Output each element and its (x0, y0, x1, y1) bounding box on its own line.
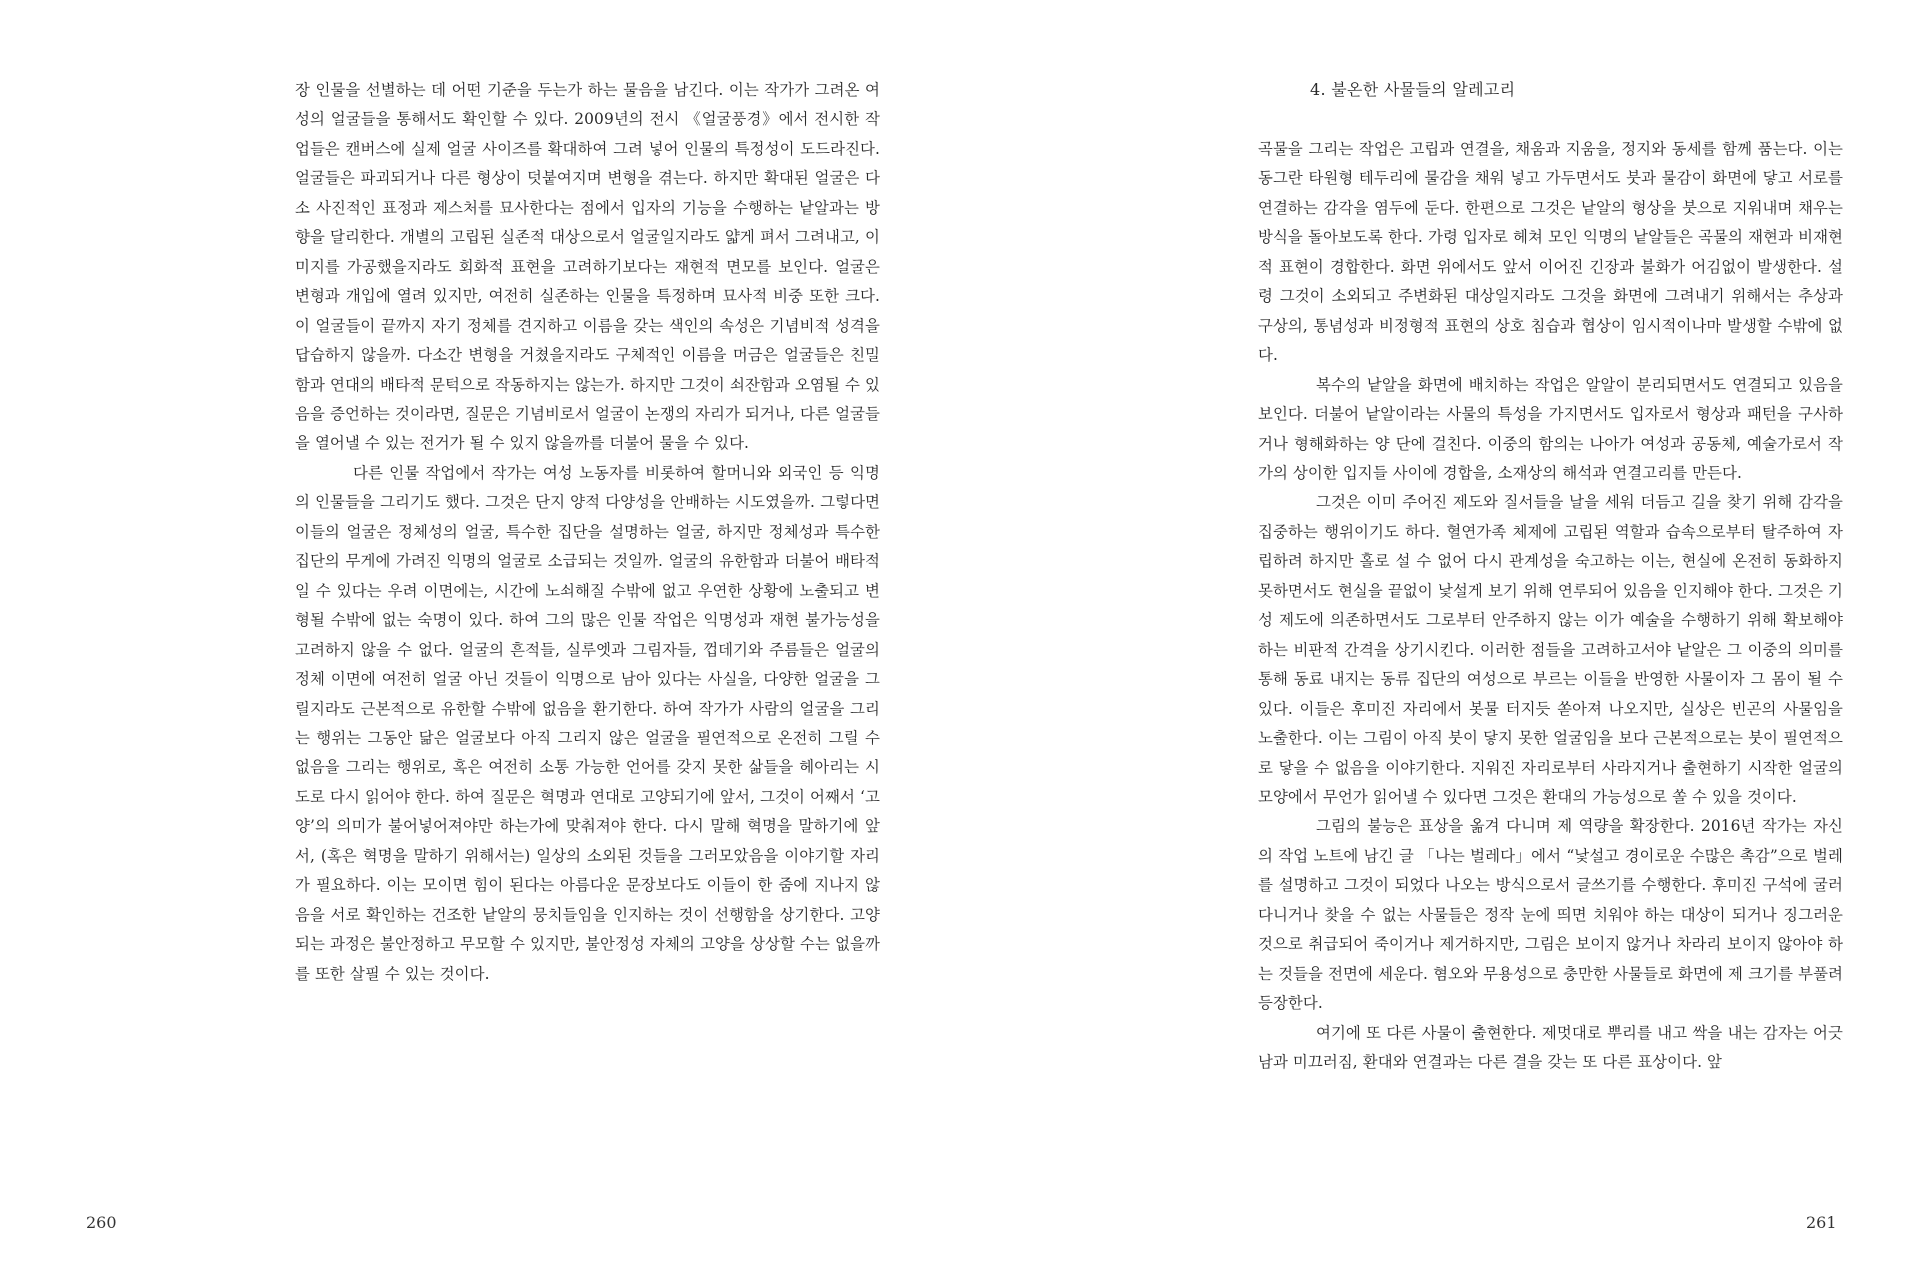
paragraph: 여기에 또 다른 사물이 출현한다. 제멋대로 뿌리를 내고 싹을 내는 감자는 어긋남과 미끄러짐, 환대와 연결과는 다른 결을 갖는 또 다른 표상이다. 앞 (1258, 1023, 1843, 1072)
paragraph: 다른 인물 작업에서 작가는 여성 노동자를 비롯하여 할머니와 외국인 등 익명의 인물들을 그리기도 했다. 그것은 단지 양적 다양성을 안배하는 시도였을까. 그렇다면 이들의 얼굴은 정체성의 얼굴, 특수한 집단을 설명하는 얼굴, 하지만 정체성과 특수한 집단의 무게에 가려진 익명의 얼굴로 소급되는 것일까. 얼굴의 유한함과 더불어 배타적일 수 있다는 우려 이면에는, 시간에 노쇠해질 수밖에 없고 우연한 상황에 노출되고 변형될 수밖에 없는 숙명이 있다. 하여 그의 많은 인물 작업은 익명성과 재현 불가능성을 고려하지 않을 수 없다. 얼굴의 흔적들, 실루엣과 그림자들, 껍데기와 주름들은 얼굴의 정체 이면에 여전히 얼굴 아닌 것들이 익명으로 남아 있다는 사실을, 다양한 얼굴을 그릴지라도 근본적으로 유한할 수밖에 없음을 환기한다. 하여 작가가 사람의 얼굴을 그리는 행위는 그동안 닮은 얼굴보다 아직 그리지 않은 얼굴을 필연적으로 온전히 그릴 수 없음을 그리는 행위로, 혹은 여전히 소통 가능한 언어를 갖지 못한 삶들을 헤아리는 시도로 다시 읽어야 한다. 하여 질문은 혁명과 연대로 고양되기에 앞서, 그것이 어째서 ‘고양’의 의미가 불어넣어져야만 하는가에 맞춰져야 한다. 다시 말해 혁명을 말하기에 앞서, (혹은 혁명을 말하기 위해서는) 일상의 소외된 것들을 그러모았음을 이야기할 자리가 필요하다. 이는 모이면 힘이 된다는 아름다운 문장보다도 이들이 한 줌에 지나지 않음을 서로 확인하는 건조한 낱알의 뭉치들임을 인지하는 것이 선행함을 상기한다. 고양되는 과정은 불안정하고 무모할 수 있지만, 불안정성 자체의 고양을 상상할 수는 없을까를 또한 살필 수 있는 것이다. (295, 463, 880, 983)
page-number: 261 (1806, 1213, 1837, 1232)
paragraph: 그림의 불능은 표상을 옮겨 다니며 제 역량을 확장한다. 2016년 작가는 자신의 작업 노트에 남긴 글 「나는 벌레다」에서 “낯설고 경이로운 수많은 촉감”으로 벌레를 설명하고 그것이 되었다 나오는 방식으로서 글쓰기를 수행한다. 후미진 구석에 굴러다니거나 찾을 수 없는 사물들은 정작 눈에 띄면 치워야 하는 대상이 되거나 징그러운 것으로 취급되어 죽이거나 제거하지만, 그림은 보이지 않거나 차라리 보이지 않아야 하는 것들을 전면에 세운다. 혐오와 무용성으로 충만한 사물들로 화면에 제 크기를 부풀려 등장한다. (1258, 817, 1843, 1013)
left-body-text (295, 76, 880, 989)
right-page (960, 0, 1920, 1270)
right-body-text (1258, 135, 1843, 1078)
paragraph: 그것은 이미 주어진 제도와 질서들을 날을 세워 더듬고 길을 찾기 위해 감각을 집중하는 행위이기도 하다. 혈연가족 체제에 고립된 역할과 습속으로부터 탈주하여 자립하려 하지만 홀로 설 수 없어 다시 관계성을 숙고하는 이는, 현실에 온전히 동화하지 못하면서도 현실을 끝없이 낯설게 보기 위해 연루되어 있음을 인지해야 한다. 그것은 기성 제도에 의존하면서도 그로부터 안주하지 않는 이가 예술을 수행하기 위해 확보해야 하는 비판적 간격을 상기시킨다. 이러한 점들을 고려하고서야 낱알은 그 이중의 의미를 통해 동료 내지는 동류 집단의 여성으로 부르는 이들을 반영한 사물이자 그 몸이 될 수 있다. 이들은 후미진 자리에서 봇물 터지듯 쏟아져 나오지만, 실상은 빈곤의 사물임을 노출한다. 이는 그림이 아직 붓이 닿지 못한 얼굴임을 보다 근본적으로는 붓이 필연적으로 닿을 수 없음을 이야기한다. 지워진 자리로부터 사라지거나 출현하기 시작한 얼굴의 모양에서 무언가 읽어낼 수 있다면 그것은 환대의 가능성으로 쏠 수 있을 것이다. (1258, 493, 1843, 806)
section-heading: 4. 불온한 사물들의 알레고리 (1310, 80, 1516, 99)
paragraph: 복수의 낱알을 화면에 배치하는 작업은 알알이 분리되면서도 연결되고 있음을 보인다. 더불어 낱알이라는 사물의 특성을 가지면서도 입자로서 형상과 패턴을 구사하거나 형해화하는 양 단에 걸친다. 이중의 함의는 나아가 여성과 공동체, 예술가로서 작가의 상이한 입지들 사이에 경합을, 소재상의 해석과 연결고리를 만든다. (1258, 375, 1843, 482)
page-number: 260 (86, 1213, 117, 1232)
paragraph: 곡물을 그리는 작업은 고립과 연결을, 채움과 지움을, 정지와 동세를 함께 품는다. 이는 동그란 타원형 테두리에 물감을 채워 넣고 가두면서도 붓과 물감이 화면에 닿고 서로를 연결하는 감각을 염두에 둔다. 한편으로 그것은 낱알의 형상을 붓으로 지워내며 채우는 방식을 돌아보도록 한다. 가령 입자로 헤쳐 모인 익명의 낱알들은 곡물의 재현과 비재현적 표현이 경합한다. 화면 위에서도 앞서 이어진 긴장과 불화가 어김없이 발생한다. 설령 그것이 소외되고 주변화된 대상일지라도 그것을 화면에 그려내기 위해서는 추상과 구상의, 통념성과 비정형적 표현의 상호 침습과 협상이 임시적이나마 발생할 수밖에 없다. (1258, 140, 1843, 365)
paragraph: 장 인물을 선별하는 데 어떤 기준을 두는가 하는 물음을 남긴다. 이는 작가가 그려온 여성의 얼굴들을 통해서도 확인할 수 있다. 2009년의 전시 《얼굴풍경》에서 전시한 작업들은 캔버스에 실제 얼굴 사이즈를 확대하여 그려 넣어 인물의 특정성이 도드라진다. 얼굴들은 파괴되거나 다른 형상이 덧붙여지며 변형을 겪는다. 하지만 확대된 얼굴은 다소 사진적인 표정과 제스처를 묘사한다는 점에서 입자의 기능을 수행하는 낱알과는 방향을 달리한다. 개별의 고립된 실존적 대상으로서 얼굴일지라도 얇게 펴서 그려내고, 이미지를 가공했을지라도 회화적 표현을 고려하기보다는 재현적 면모를 보인다. 얼굴은 변형과 개입에 열려 있지만, 여전히 실존하는 인물을 특정하며 묘사적 비중 또한 크다. 이 얼굴들이 끝까지 자기 정체를 견지하고 이름을 갖는 색인의 속성은 기념비적 성격을 답습하지 않을까. 다소간 변형을 거쳤을지라도 구체적인 이름을 머금은 얼굴들은 친밀함과 연대의 배타적 문턱으로 작동하지는 않는가. 하지만 그것이 쇠잔함과 오염될 수 있음을 증언하는 것이라면, 질문은 기념비로서 얼굴이 논쟁의 자리가 되거나, 다른 얼굴들을 열어낼 수 있는 전거가 될 수 있지 않을까를 더불어 물을 수 있다. (295, 81, 880, 453)
